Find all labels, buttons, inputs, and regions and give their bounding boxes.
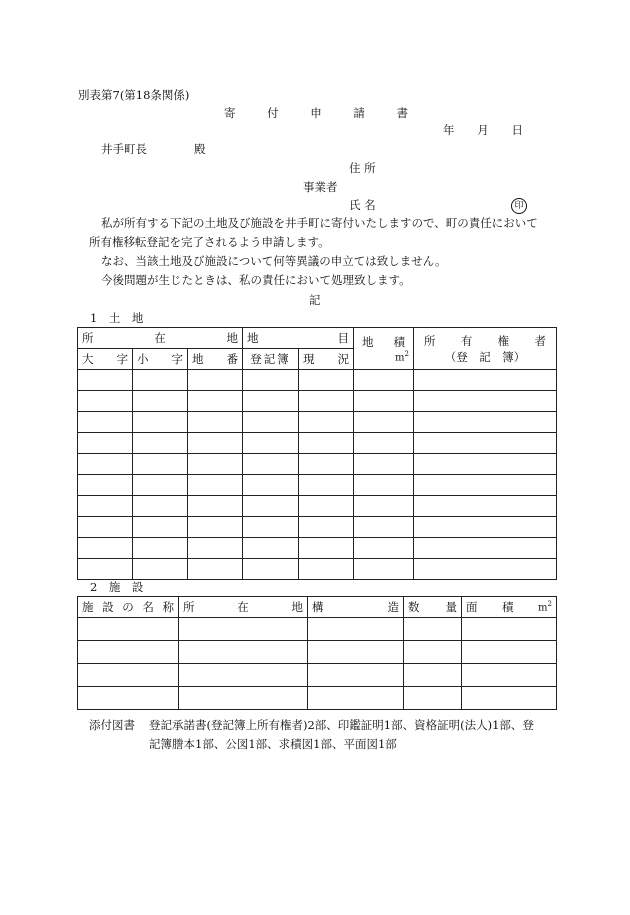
chiban-header: 地 番 — [188, 349, 243, 370]
koaza-header: 小 字 — [133, 349, 188, 370]
table-row — [78, 412, 557, 433]
table-row — [78, 454, 557, 475]
owner-subheader: （登 記 簿） — [444, 349, 526, 364]
table-row — [78, 391, 557, 412]
area-unit: $m^2$ — [395, 349, 409, 364]
table-row — [78, 618, 557, 641]
paragraph-3: 今後問題が生じたときは、私の責任において処理致します。 — [101, 273, 411, 287]
date-line: 年 月 日 — [443, 123, 523, 137]
facility-area-unit: $m^2$ — [538, 600, 552, 614]
name-label: 氏 名 — [349, 198, 376, 212]
owner-header: 所 有 権 者 （登 記 簿） — [414, 328, 557, 370]
table-row — [78, 641, 557, 664]
table-row — [78, 538, 557, 559]
category-header: 地 目 — [243, 328, 354, 349]
table-row — [78, 664, 557, 687]
paragraph-1-line-2: 所有権移転登記を完了されるよう申請します。 — [89, 235, 330, 249]
table-row — [78, 517, 557, 538]
address-label: 住 所 — [349, 161, 376, 175]
table-row — [78, 687, 557, 710]
paragraph-1-line-1: 私が所有する下記の土地及び施設を井手町に寄付いたしますので、町の責任において — [101, 216, 538, 230]
ki-label: 記 — [309, 293, 321, 307]
facility-structure-header: 構 造 — [308, 597, 404, 618]
seal-stamp: 印 — [511, 198, 527, 214]
oaza-header: 大 字 — [78, 349, 133, 370]
table-row — [78, 496, 557, 517]
seal-mark — [511, 197, 527, 214]
table-row — [78, 370, 557, 391]
document-title: 寄 付 申 請 書 — [224, 106, 408, 120]
attachments-line-1: 登記承諾書(登記簿上所有権者)2部、印鑑証明1部、資格証明(法人)1部、登 — [149, 718, 534, 732]
facility-table — [77, 596, 557, 710]
attachments-label: 添付図書 — [89, 718, 135, 732]
table-row — [78, 433, 557, 454]
registry-header: 登記簿 — [243, 349, 299, 370]
facility-section-label: 2 施 設 — [90, 580, 144, 594]
addressee: 井手町長 — [101, 142, 147, 156]
honorific: 殿 — [194, 142, 206, 156]
location-header: 所 在 地 — [78, 328, 243, 349]
applicant-label: 事業者 — [303, 180, 338, 194]
annex-label: 別表第7(第18条関係) — [78, 88, 190, 102]
table-row — [78, 559, 557, 580]
attachments-line-2: 記簿謄本1部、公図1部、求積図1部、平面図1部 — [149, 737, 397, 751]
land-table — [77, 327, 557, 580]
area-header: 地 積 $m^2$ — [354, 328, 414, 370]
table-row — [78, 475, 557, 496]
facility-name-header: 施 設 の 名 称 — [78, 597, 179, 618]
facility-area-header: 面 積 $m^2$ — [462, 597, 557, 618]
facility-location-header: 所 在 地 — [179, 597, 308, 618]
paragraph-2: なお、当該土地及び施設について何等異議の申立ては致しません。 — [101, 254, 447, 268]
land-section-label: 1 土 地 — [90, 311, 144, 325]
application-text — [89, 214, 559, 290]
current-header: 現 況 — [299, 349, 354, 370]
facility-quantity-header: 数 量 — [404, 597, 462, 618]
